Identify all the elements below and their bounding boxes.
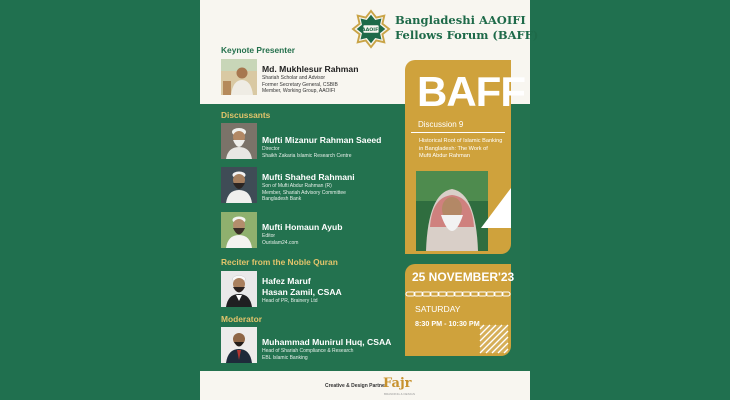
hatch-pattern-icon	[480, 325, 508, 353]
event-date: 25 NOVEMBER'23	[412, 270, 515, 284]
discussant-2-role-2: Member, Shariah Advisory Committee	[262, 189, 346, 196]
event-poster	[200, 0, 539, 400]
title-divider	[411, 132, 505, 133]
moderator-role-1: Head of Shariah Compliance & Research	[262, 348, 354, 354]
event-time: 8:30 PM - 10:30 PM	[415, 319, 480, 328]
brand-line-1: Bangladeshi AAOIFI	[395, 13, 526, 27]
partner-tagline: BRANDING & DESIGN	[384, 392, 416, 396]
reciter-photo	[221, 271, 257, 307]
moderator-heading: Moderator	[221, 314, 262, 324]
discussant-1-name: Mufti Mizanur Rahman Saeed	[262, 135, 382, 145]
discussant-3	[262, 222, 343, 246]
reciter-name-2: Hasan Zamil, CSAA	[262, 287, 342, 297]
discussant-1-role-1: Director	[262, 146, 280, 152]
moderator-photo	[221, 327, 257, 363]
keynote-role-1: Shariah Scholar and Advisor	[262, 75, 326, 81]
keynote-role-2: Former Secretary General, CSBIB	[262, 81, 338, 88]
featured-scholar-photo	[416, 171, 488, 251]
moderator-name: Muhammad Munirul Huq, CSAA	[262, 337, 392, 347]
partner-logo: Fajr	[383, 376, 412, 391]
moderator-role-2: EBL Islamic Banking	[262, 354, 308, 361]
discussants-heading: Discussants	[221, 110, 271, 120]
keynote-heading: Keynote Presenter	[221, 45, 296, 55]
brand-line-2: Fellows Forum (BAFF)	[395, 28, 539, 42]
logo-text: AAOIFI	[361, 28, 381, 34]
event-day: SATURDAY	[415, 304, 461, 314]
discussant-3-name: Mufti Homaun Ayub	[262, 222, 343, 232]
partner-label: Creative & Design Partner	[325, 383, 387, 389]
reciter	[262, 276, 342, 305]
discussant-1	[262, 135, 381, 159]
event-title: BAFF	[417, 68, 525, 115]
moderator	[262, 337, 391, 361]
keynote-name: Md. Mukhlesur Rahman	[262, 64, 359, 74]
chain-divider-icon	[405, 290, 511, 298]
topic-line-2: in Bangladesh: The Work of	[419, 145, 488, 152]
discussant-3-photo	[221, 212, 257, 248]
discussant-2-name: Mufti Shahed Rahmani	[262, 172, 355, 182]
brand-title	[395, 13, 538, 43]
topic-line-3: Mufti Abdur Rahman	[419, 153, 470, 159]
keynote-photo	[221, 59, 257, 95]
event-title-card	[405, 60, 525, 254]
card-corner-accent	[481, 188, 511, 228]
reciter-name-1: Hafez Maruf	[262, 276, 311, 286]
reciter-heading: Reciter from the Noble Quran	[221, 257, 338, 267]
keynote-presenter	[262, 64, 358, 95]
discussant-2-role-3: Bangladesh Bank	[262, 196, 302, 203]
topic-line-1: Historical Root of Islamic Banking	[419, 138, 503, 144]
discussion-topic	[419, 138, 502, 161]
reciter-role-1: Head of PR, Brainery Ltd	[262, 298, 318, 304]
octagram-badge-icon	[352, 10, 390, 48]
discussant-1-photo	[221, 123, 257, 159]
discussion-number: Discussion 9	[418, 120, 464, 129]
keynote-role-3: Member, Working Group, AAOIFI	[262, 88, 336, 95]
discussant-3-role-1: Editor	[262, 233, 276, 239]
discussant-2-photo	[221, 167, 257, 203]
discussant-3-role-2: Ourislam24.com	[262, 239, 299, 246]
discussant-2	[262, 172, 355, 203]
discussant-1-role-2: Shaikh Zakaria Islamic Research Centre	[262, 152, 352, 159]
date-card	[405, 264, 515, 356]
discussant-2-role-1: Son of Mufti Abdur Rahman (R)	[262, 183, 332, 189]
